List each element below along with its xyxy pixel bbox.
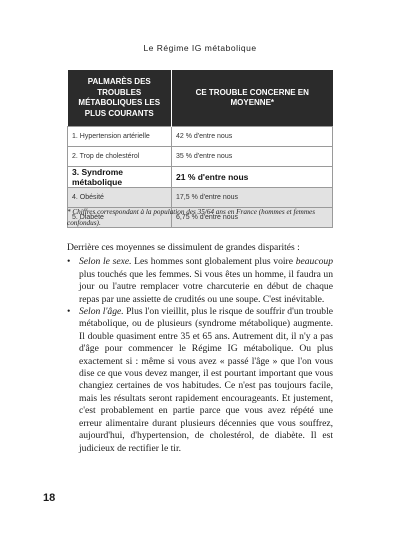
prevalence-cell: 42 % d'entre nous [172,127,333,147]
table-header-row [68,70,333,127]
intro-paragraph: Derrière ces moyennes se dissimulent de grandes disparités : [67,242,300,253]
prevalence-cell: 6,75 % d'entre nous [172,208,333,228]
metabolic-disorders-table [67,70,333,228]
prevalence-cell: 17,5 % d'entre nous [172,188,333,208]
emphasis-text: beaucoup [295,256,333,268]
table-row-highlighted [68,167,333,188]
running-header: Le Régime IG métabolique [143,43,257,53]
table-row [68,127,333,147]
list-item-text: Les hommes sont globalement plus voire [131,256,296,268]
table-footnote: * Chiffres correspondant à la population des 35/64 ans en France (hommes et femmes confondus). [67,208,316,227]
list-item-lead: Selon l'âge. [79,306,124,318]
body-text [67,242,333,455]
bullet-icon: • [67,306,71,318]
disparities-list [67,256,333,455]
disorder-cell: 4. Obésité [68,188,172,208]
page-number: 18 [43,492,56,504]
list-item-sex [67,256,333,306]
disorder-cell: 2. Trop de cholestérol [68,147,172,167]
prevalence-cell: 21 % d'entre nous [172,167,333,188]
table-row [68,188,333,208]
list-item-lead: Selon le sexe. [79,256,132,268]
list-item-age [67,306,333,455]
column-header-prevalence: CE TROUBLE CONCERNE EN MOYENNE* [172,70,333,127]
disorder-cell: 3. Syndrome métabolique [68,167,172,188]
table-row [68,147,333,167]
list-item-text: Plus l'on vieillit, plus le risque de souffrir d'un trouble métabolique, ou de plusieurs (syndrome métabolique) augmente. Il double quasiment entre 35 et 65 ans. Autrement dit, il n'y a pas d'âge pour commencer le Régime IG métabolique. Ou plus exactement si : même si vous avez « passé l'âge » que l'on vous dise ce que vous devez manger, il est pourtant important que vous changiez certaines de vos habitudes. Ce n'est pas toujours facile, mais les résultats seront rapidement encourageants. Et justement, c'est probablement en partie parce que vous avez répété une erreur alimentaire durant plusieurs décennies que vous souffrez, aujourd'hui, d'hypertension, de cholestérol, de diabète. Il est judicieux de rectifier le tir. [79,306,333,454]
bullet-icon: • [67,256,71,268]
prevalence-cell: 35 % d'entre nous [172,147,333,167]
column-header-disorders: PALMARÈS DES TROUBLES MÉTABOLIQUES LES PLUS COURANTS [68,70,172,127]
disorder-cell: 1. Hypertension artérielle [68,127,172,147]
disorder-cell: 5. Diabète [68,208,172,228]
list-item-text: plus touchés que les femmes. Si vous êtes un homme, il faudra un jour ou l'autre remplacer votre charcuterie en début de chaque repas par une assiette de crudités ou une soupe. C'est inévitable. [79,268,333,305]
